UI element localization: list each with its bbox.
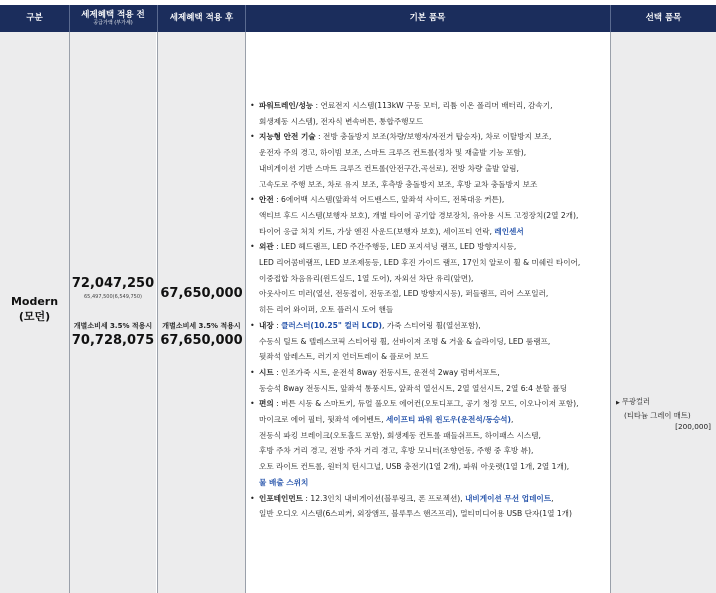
feature-line <box>259 239 608 255</box>
feature-text: 액티브 후드 시스템(보행자 보호), 개별 타이어 공기압 경보장치, 유아용 시트 고정장치(2열 2개), <box>259 210 579 220</box>
feature-text: , <box>510 415 514 425</box>
feature-highlight: 클러스터(10.25" 컬러 LCD) <box>281 320 382 330</box>
before-tax-label: 개별소비세 3.5% 적용시 <box>73 322 153 330</box>
feature-category: 외관 <box>259 242 274 252</box>
feature-line <box>259 192 608 208</box>
feature-line <box>259 98 608 114</box>
feature-line <box>259 491 608 507</box>
feature-highlight: 물 배출 스위치 <box>259 477 309 487</box>
option-price: [200,000] <box>675 422 711 431</box>
feature-line <box>259 271 608 287</box>
header-trim: 구분 <box>26 12 43 23</box>
feature-item <box>248 98 608 129</box>
feature-line <box>259 208 608 224</box>
feature-text: , <box>551 493 554 503</box>
feature-category: 시트 <box>259 367 274 377</box>
feature-text: : 인조가죽 시트, 운전석 8way 전동시트, 운전석 2way 럼버서포트, <box>273 367 500 377</box>
after-tax-price: 67,650,000 <box>160 333 243 348</box>
feature-line <box>259 334 608 350</box>
after-price: 67,650,000 <box>160 286 243 301</box>
feature-text: 뒷좌석 암레스트, 러기지 언더트레이 & 플로어 보드 <box>259 352 429 362</box>
feature-text: : <box>273 320 282 330</box>
feature-category: 안전 <box>259 195 274 205</box>
feature-text: 타이어 응급 처치 키트, 가상 엔진 사운드(보행자 보호), 세이프티 언락, <box>259 226 495 236</box>
after-tax-column <box>158 32 245 593</box>
feature-line <box>259 177 608 193</box>
header-option-items: 선택 품목 <box>645 12 682 23</box>
feature-text: : 6에어백 시스템(앞좌석 어드밴스드, 앞좌석 사이드, 전복대응 커튼), <box>273 195 505 205</box>
feature-text: 오토 라이트 컨트롤, 원터치 턴시그널, USB 충전기(1열 2개), 파워 아웃렛(1열 1개, 2열 1개), <box>259 462 570 472</box>
feature-text: LED 리어콤비램프, LED 보조제동등, LED 후진 가이드 램프, 17인치 알로이 휠 & 미쉐린 타이어, <box>259 258 581 268</box>
header-basic-items: 기본 품목 <box>409 12 446 23</box>
feature-text: 아웃사이드 미러(열선, 전동접이, 전동조절, LED 방향지시등), 퍼들램프, 리어 스포일러, <box>259 289 549 299</box>
feature-line <box>259 129 608 145</box>
feature-line <box>259 428 608 444</box>
feature-text: : 연료전지 시스템(113kW 구동 모터, 리튬 이온 폴리머 배터리, 감속기, <box>313 101 553 110</box>
feature-text: 수동식 틸트 & 텔레스코픽 스티어링 휠, 선바이저 조명 & 거울 & 슬라이딩, LED 룸램프, <box>259 336 551 346</box>
feature-category: 편의 <box>259 399 274 409</box>
feature-text: 내비게이션 기반 스마트 크루즈 컨트롤(안전구간,곡선로), 전방 차량 출발 알림, <box>259 163 519 173</box>
option-name: 무광컬러 <box>621 397 651 406</box>
feature-text: 후방 주차 거리 경고, 전방 주차 거리 경고, 후방 모니터(조향연동, 주행 중 후방 뷰), <box>259 446 534 456</box>
feature-item <box>248 192 608 239</box>
feature-item <box>248 365 608 396</box>
feature-line <box>259 506 608 522</box>
feature-line <box>259 145 608 161</box>
feature-category: 내장 <box>259 320 274 330</box>
feature-line <box>259 459 608 475</box>
feature-item <box>248 318 608 365</box>
feature-text: , 가죽 스티어링 휠(열선포함), <box>382 320 481 330</box>
feature-text: 일반 오디오 시스템(6스피커, 외장앰프, 블루투스 핸즈프리), 멀티미디어용 USB 단자(1열 1개) <box>259 509 572 519</box>
feature-text: : 전방 충돌방지 보조(차량/보행자/자전거 탑승자), 차로 이탈방지 보조, <box>315 132 552 142</box>
feature-highlight: 내비게이션 무선 업데이트 <box>465 493 552 503</box>
feature-line <box>259 349 608 365</box>
feature-line <box>259 161 608 177</box>
feature-text: : 버튼 시동 & 스마트키, 듀얼 풀오토 에어컨(오토디포그, 공기 청정 모드, 이오나이저 포함), <box>273 399 579 409</box>
feature-line <box>259 114 608 130</box>
trim-name: Modern (모던) <box>10 295 59 323</box>
before-supply-note: 65,497,500(6,549,750) <box>84 294 142 300</box>
feature-line <box>259 443 608 459</box>
header-before-tax: 세제혜택 적용 전 공급가액 (부가세) <box>81 9 145 26</box>
option-name-sub: (티타늄 그레이 매트) <box>624 410 691 420</box>
feature-text: 고속도로 주행 보조, 차로 유지 보조, 후측방 충돌방지 보조, 후방 교차 충돌방지 보조 <box>259 179 538 189</box>
feature-line <box>259 302 608 318</box>
feature-text: 운전자 주의 경고, 하이빔 보조, 스마트 크루즈 컨트롤(정차 및 재출발 기능 포함), <box>259 148 527 158</box>
before-tax-price: 70,728,075 <box>71 333 155 348</box>
feature-line <box>259 381 608 397</box>
feature-line <box>259 396 608 412</box>
feature-item <box>248 129 608 192</box>
feature-text: 이중접합 차음유리(윈드실드, 1열 도어), 자외선 차단 유리(앞면), <box>259 273 474 283</box>
feature-text: : 12.3인치 내비게이션(블루링크, 폰 프로젝션), <box>303 493 466 503</box>
feature-line <box>259 255 608 271</box>
header-after-tax: 세제혜택 적용 후 <box>169 12 234 23</box>
feature-line <box>259 224 608 240</box>
feature-text: 전동식 파킹 브레이크(오토홀드 포함), 회생제동 컨트롤 패들쉬프트, 하이패스 시스템, <box>259 430 541 440</box>
feature-category: 파워트레인/성능 <box>259 101 314 110</box>
after-tax-label: 개별소비세 3.5% 적용시 <box>162 322 241 330</box>
feature-line <box>259 318 608 334</box>
feature-line <box>259 412 608 428</box>
before-tax-column <box>70 32 156 593</box>
feature-line <box>259 475 608 491</box>
feature-text: 마이크로 에어 필터, 뒷좌석 에어벤트, <box>259 415 386 425</box>
feature-category: 지능형 안전 기술 <box>259 132 316 142</box>
feature-item <box>248 396 608 490</box>
feature-item <box>248 239 608 318</box>
feature-category: 인포테인먼트 <box>259 493 304 503</box>
feature-line <box>259 365 608 381</box>
basic-features-list <box>248 98 608 522</box>
before-price: 72,047,250 <box>71 276 155 291</box>
feature-line <box>259 286 608 302</box>
feature-text: : LED 헤드램프, LED 주간주행등, LED 포지셔닝 램프, LED 방향지시등, <box>273 242 517 252</box>
feature-text: 동승석 8way 전동시트, 앞좌석 통풍시트, 앞좌석 열선시트, 2열 열선시트, 2열 6:4 분할 폴딩 <box>259 383 568 393</box>
triangle-bullet-icon: ▶ <box>616 400 620 406</box>
feature-highlight: 세이프티 파워 윈도우(운전석/동승석) <box>385 415 511 425</box>
option-item <box>616 396 711 433</box>
feature-text: 히든 리어 와이퍼, 오토 플러시 도어 핸들 <box>259 305 394 315</box>
header-before-tax-sub: 공급가액 (부가세) <box>93 19 133 26</box>
feature-highlight: 레인센서 <box>494 226 524 236</box>
option-column <box>611 32 716 593</box>
feature-text: 회생제동 시스템), 전자식 변속버튼, 통합주행모드 <box>259 116 424 126</box>
table-header <box>0 5 716 32</box>
feature-item <box>248 491 608 522</box>
